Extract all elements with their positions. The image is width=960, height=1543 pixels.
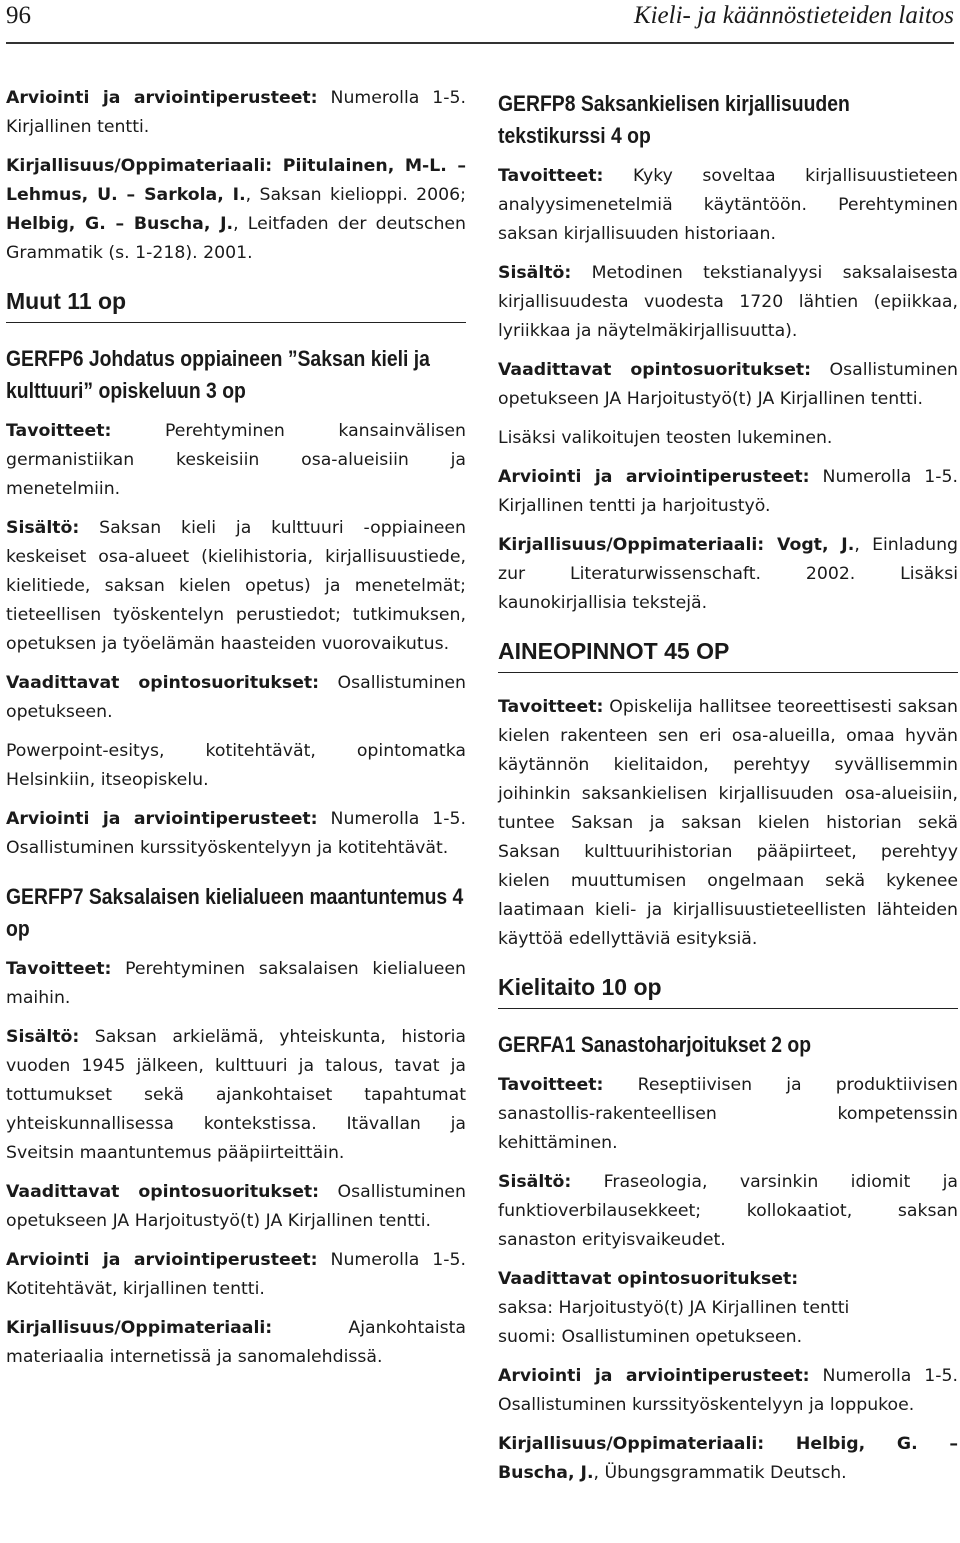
gerfp7-assessment: Arviointi ja arviointiperusteet: Numerolla 1-5. Kotitehtävät, kirjallinen tentti. xyxy=(6,1250,467,1299)
page-header xyxy=(6,0,954,44)
gerfp6-content: Sisältö: Saksan kieli ja kulttuuri -oppiaineen keskeiset osa-alueet (kielihistoria, kirjallisuustiede, kielitiede, saksan kielen opetus) ja menetelmät; tieteellisen työskentelyn perustiedot; tutkimuksen, opetuksen ja työelämän haasteiden vuorovaikutus. xyxy=(6,518,466,654)
gerfp6-extra: Powerpoint-esitys, kotitehtävät, opintomatka Helsinkiin, itseopiskelu. xyxy=(6,741,466,790)
section-heading-muut: Muut 11 op xyxy=(6,286,466,323)
gerfp8-extra: Lisäksi valikoitujen teosten lukeminen. xyxy=(498,428,833,448)
section-heading-aineopinnot: AINEOPINNOT 45 OP xyxy=(498,636,958,673)
gerfp8-literature: Kirjallisuus/Oppimateriaali: Vogt, J., Einladung zur Literaturwissenschaft. 2002. Lisäksi kaunokirjallisia tekstejä. xyxy=(498,535,958,613)
gerfa1-literature: Kirjallisuus/Oppimateriaali: Helbig, G. – Buscha, J., Übungsgrammatik Deutsch. xyxy=(498,1434,958,1483)
page-number: 96 xyxy=(6,2,31,29)
gerfa1-content: Sisältö: Fraseologia, varsinkin idiomit ja funktioverbilausekkeet; kollokaatiot, saksan sanaston erityisvaikeudet. xyxy=(498,1172,958,1250)
gerfa1-goals: Tavoitteet: Reseptiivisen ja produktiivisen sanastollis-rakenteellisen kompetenssin kehittäminen. xyxy=(498,1075,958,1153)
gerfp7-goals: Tavoitteet: Perehtyminen saksalaisen kielialueen maihin. xyxy=(6,959,466,1008)
gerfp6-requirements: Vaadittavat opintosuoritukset: Osallistuminen opetukseen. xyxy=(6,673,466,722)
gerfp8-content: Sisältö: Metodinen tekstianalyysi saksalaisesta kirjallisuudesta vuodesta 1720 lähtien (epiikkaa, lyriikkaa ja näytelmäkirjallisuutta). xyxy=(498,263,958,341)
gerfp6-goals: Tavoitteet: Perehtyminen kansainvälisen germanistiikan keskeisiin osa-alueisiin ja menetelmiin. xyxy=(6,421,466,499)
aine-goals: Tavoitteet: Opiskelija hallitsee teoreettisesti saksan kielen rakenteen sen eri osa-alueilla, omaa hyvän käytännön kielitaidon, perehtyy syvällisemmin joihinkin saksankielisen kirjallisuuden osa-alueisiin, tuntee Saksan ja saksan kielen historian sekä Saksan kulttuurihistorian pääpiirteet, perehtyy kielen muuttumisen ongelmaan sekä kykenee laatimaan kieli- ja kirjallisuustieteellisten lähteiden käyttöä edellyttäviä esityksiä. xyxy=(498,697,958,949)
assessment-paragraph: Arviointi ja arviointiperusteet: Numerolla 1-5. Kirjallinen tentti. xyxy=(6,88,467,137)
running-head: Kieli- ja käännöstieteiden laitos xyxy=(633,2,954,29)
course-title-gerfp8: GERFP8 Saksankielisen kirjallisuuden tekstikurssi 4 op xyxy=(498,91,850,148)
section-heading-kielitaito: Kielitaito 10 op xyxy=(498,972,958,1009)
literature-paragraph: Kirjallisuus/Oppimateriaali: Piitulainen, M-L. – Lehmus, U. – Sarkola, I., Saksan kielioppi. 2006; Helbig, G. – Buscha, J., Leitfaden der deutschen Grammatik (s. 1-218). 2001. xyxy=(6,156,467,263)
gerfp7-requirements: Vaadittavat opintosuoritukset: Osallistuminen opetukseen JA Harjoitustyö(t) JA Kirjallinen tentti. xyxy=(6,1182,466,1231)
gerfp6-assessment: Arviointi ja arviointiperusteet: Numerolla 1-5. Osallistuminen kurssityöskentelyyn ja kotitehtävät. xyxy=(6,809,467,858)
gerfp7-content: Sisältö: Saksan arkielämä, yhteiskunta, historia vuoden 1945 jälkeen, kulttuuri ja talous, tavat ja tottumukset sekä ajankohtaiset tapahtumat yhteiskunnallisessa kontekstissa. Itävallan ja Sveitsin maantuntemus pääpiirteittäin. xyxy=(6,1027,466,1163)
course-title-gerfp7: GERFP7 Saksalaisen kielialueen maantuntemus 4 op xyxy=(6,884,464,941)
course-title-gerfp6: GERFP6 Johdatus oppiaineen ”Saksan kieli ja kulttuuri” opiskeluun 3 op xyxy=(6,346,430,403)
gerfp7-literature: Kirjallisuus/Oppimateriaali: Ajankohtaista materiaalia internetissä ja sanomalehdissä. xyxy=(6,1318,466,1367)
gerfa1-assessment: Arviointi ja arviointiperusteet: Numerolla 1-5. Osallistuminen kurssityöskentelyyn ja loppukoe. xyxy=(498,1366,959,1415)
course-title-gerfa1: GERFA1 Sanastoharjoitukset 2 op xyxy=(498,1032,812,1057)
gerfp8-requirements: Vaadittavat opintosuoritukset: Osallistuminen opetukseen JA Harjoitustyö(t) JA Kirjallinen tentti. xyxy=(498,360,958,409)
gerfa1-requirements: Vaadittavat opintosuoritukset: saksa: Harjoitustyö(t) JA Kirjallinen tentti suomi: Osallistuminen opetukseen. xyxy=(498,1269,850,1347)
right-column xyxy=(498,88,958,1498)
gerfp8-goals: Tavoitteet: Kyky soveltaa kirjallisuustieteen analyysimenetelmiä käytäntöön. Perehtyminen saksan kirjallisuuden historiaan. xyxy=(498,166,958,244)
gerfp8-assessment: Arviointi ja arviointiperusteet: Numerolla 1-5. Kirjallinen tentti ja harjoitustyö. xyxy=(498,467,959,516)
left-column xyxy=(6,84,466,1382)
